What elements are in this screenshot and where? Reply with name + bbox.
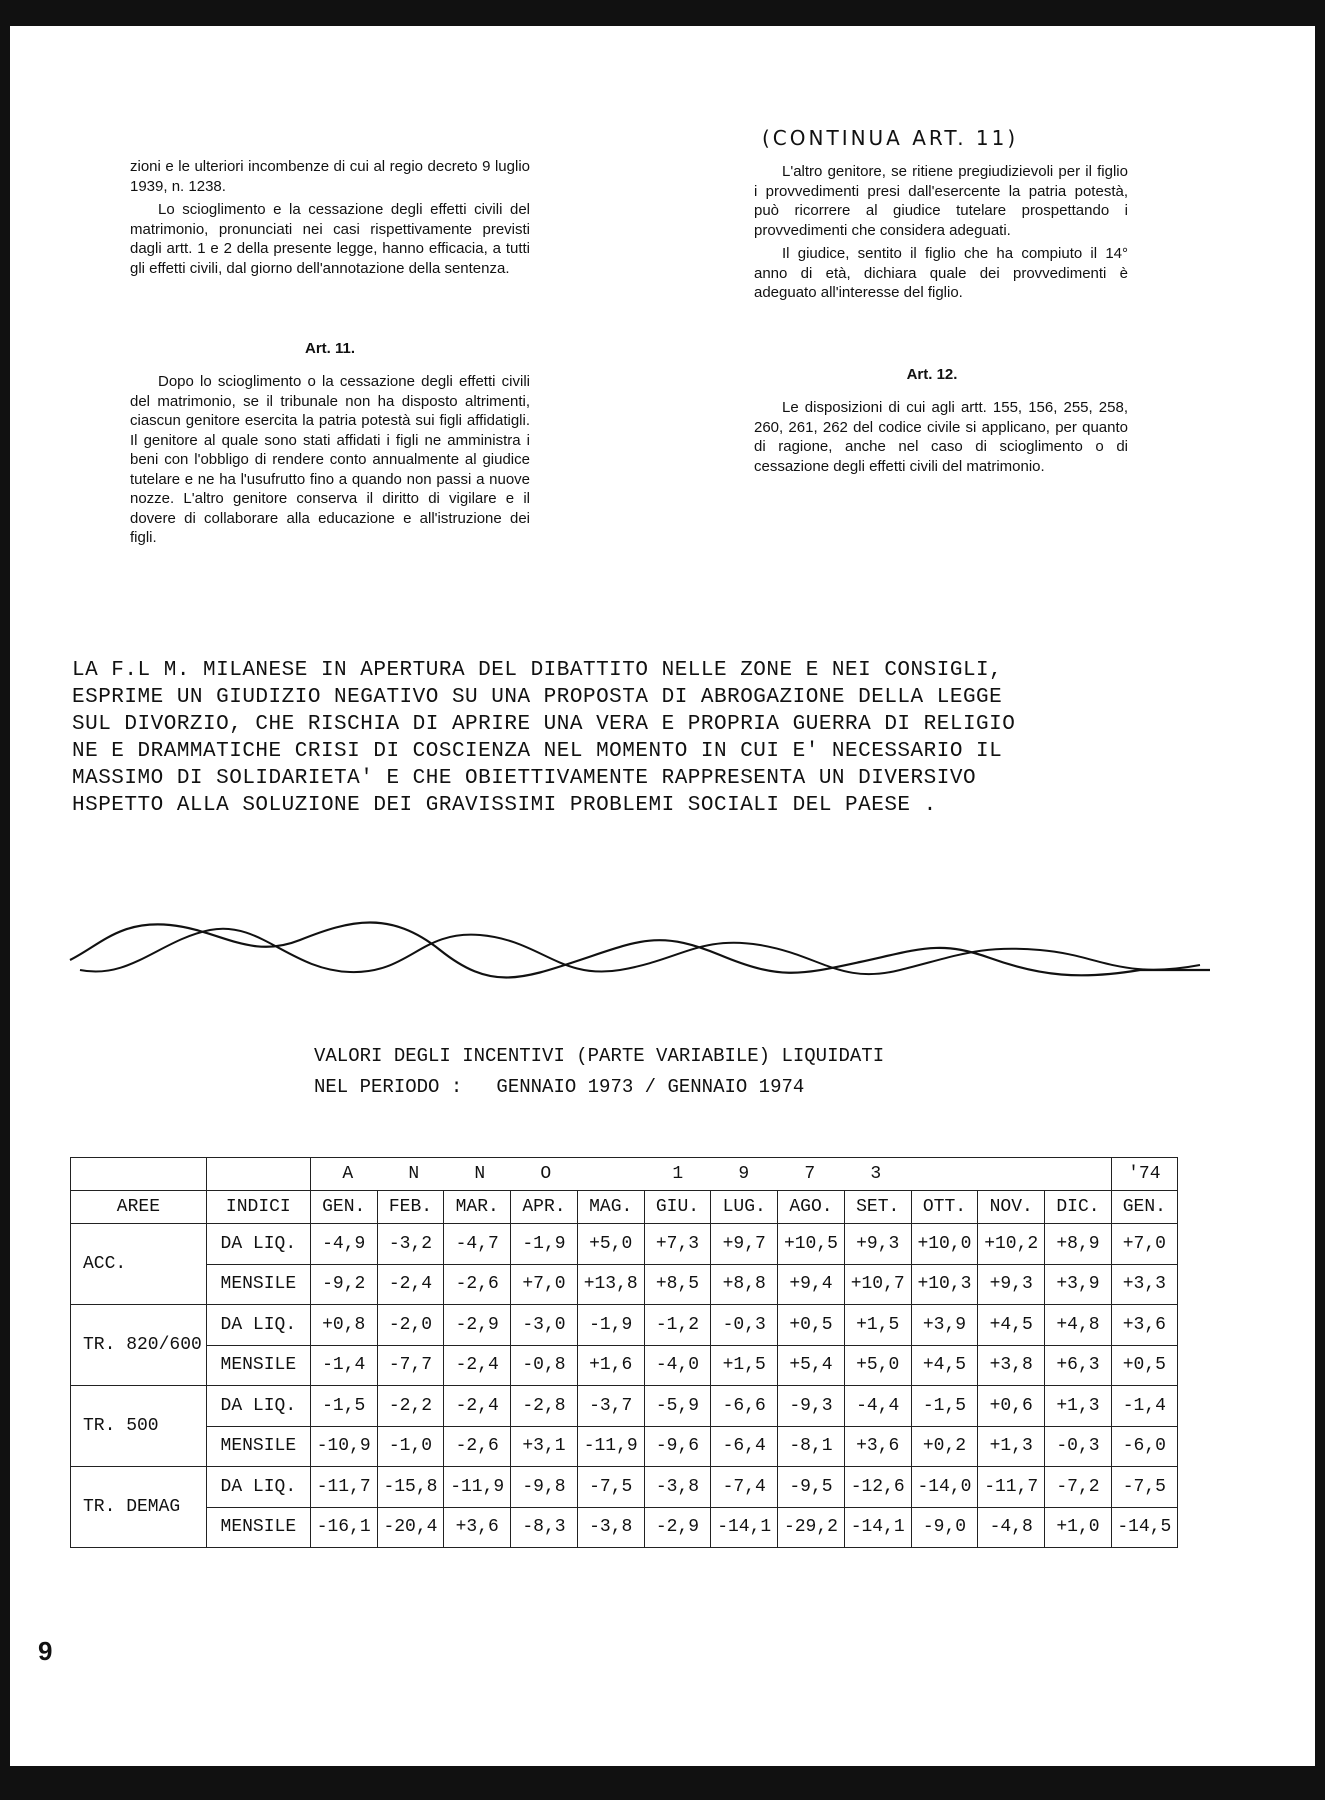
table-row	[71, 1224, 1178, 1265]
area-cell: TR. 500	[71, 1386, 207, 1467]
column-header: MAG.	[577, 1191, 644, 1224]
statement-line: SUL DIVORZIO, CHE RISCHIA DI APRIRE UNA VERA E PROPRIA GUERRA DI RELIGIO	[72, 713, 1016, 736]
value-cell: +13,8	[577, 1264, 644, 1305]
year-74-cell: '74	[1111, 1158, 1177, 1191]
handwritten-note: (CONTINUA ART. 11)	[762, 126, 1019, 150]
table-row	[71, 1264, 1178, 1305]
value-cell: -4,7	[444, 1224, 511, 1265]
anno-letter: N	[408, 1164, 420, 1184]
value-cell: -9,8	[511, 1467, 578, 1508]
value-cell: -9,3	[778, 1386, 845, 1427]
value-cell: -11,9	[577, 1426, 644, 1467]
value-cell: -0,3	[711, 1305, 778, 1346]
value-cell: -8,3	[511, 1507, 578, 1548]
value-cell: -9,0	[911, 1507, 978, 1548]
value-cell: +5,4	[778, 1345, 845, 1386]
value-cell: +4,5	[978, 1305, 1045, 1346]
value-cell: -1,5	[310, 1386, 377, 1427]
value-cell: +8,8	[711, 1264, 778, 1305]
indice-cell: DA LIQ.	[206, 1224, 310, 1265]
table-row	[71, 1467, 1178, 1508]
value-cell: -11,9	[444, 1467, 511, 1508]
value-cell: +8,9	[1045, 1224, 1112, 1265]
value-cell: +1,3	[1045, 1386, 1112, 1427]
value-cell: -14,1	[711, 1507, 778, 1548]
value-cell: +7,0	[511, 1264, 578, 1305]
anno-letter: O	[540, 1164, 552, 1184]
value-cell: +0,2	[911, 1426, 978, 1467]
page-number: 9	[38, 1636, 53, 1666]
value-cell: +1,5	[844, 1305, 911, 1346]
value-cell: -29,2	[778, 1507, 845, 1548]
value-cell: +4,8	[1045, 1305, 1112, 1346]
value-cell: +7,3	[644, 1224, 711, 1265]
value-cell: -4,9	[310, 1224, 377, 1265]
column-header: GEN.	[310, 1191, 377, 1224]
anno-letter: 3	[870, 1164, 882, 1184]
value-cell: +1,5	[711, 1345, 778, 1386]
art-11-heading: Art. 11.	[304, 340, 356, 357]
table-row	[71, 1386, 1178, 1427]
right-paragraph-2: Il giudice, sentito il figlio che ha compiuto il 14° anno di età, dichiara quale dei provvedimenti è adeguato all'interesse del figlio.	[754, 245, 1128, 301]
anno-cell	[310, 1158, 1111, 1191]
art-12-body: Le disposizioni di cui agli artt. 155, 156, 255, 258, 260, 261, 262 del codice civile si applicano, per quanto di ragione, anche nel caso di scioglimento o di cessazione degli effetti civili del matrimonio.	[754, 399, 1128, 475]
statement-line: LA F.L M. MILANESE IN APERTURA DEL DIBATTITO NELLE ZONE E NEI CONSIGLI,	[72, 659, 1003, 682]
area-cell: ACC.	[71, 1224, 207, 1305]
statement-line: HSPETTO ALLA SOLUZIONE DEI GRAVISSIMI PROBLEMI SOCIALI DEL PAESE .	[72, 794, 937, 817]
value-cell: +3,8	[978, 1345, 1045, 1386]
value-cell: -12,6	[844, 1467, 911, 1508]
scan-border-right	[1315, 0, 1325, 1800]
value-cell: +4,5	[911, 1345, 978, 1386]
value-cell: -7,4	[711, 1467, 778, 1508]
right-column	[754, 162, 1128, 303]
value-cell: -0,8	[511, 1345, 578, 1386]
indice-cell: MENSILE	[206, 1507, 310, 1548]
value-cell: -20,4	[377, 1507, 444, 1548]
value-cell: +3,1	[511, 1426, 578, 1467]
value-cell: -0,3	[1045, 1426, 1112, 1467]
indice-cell: DA LIQ.	[206, 1467, 310, 1508]
column-header: NOV.	[978, 1191, 1045, 1224]
value-cell: -1,9	[577, 1305, 644, 1346]
value-cell: +1,0	[1045, 1507, 1112, 1548]
art-11-body: Dopo lo scioglimento o la cessazione degli effetti civili del matrimonio, se il tribunale non ha disposto altrimenti, ciascun genitore esercita la patria potestà sui figli affidatigli. Il genitore al quale sono stati affidati i figli ne amministra i beni con l'obbligo di rendere conto annualmente al giudice tutelare e ne ha l'usufrutto fino a quando non passi a nuove nozze. L'altro genitore conserva il diritto di vigilare e il dovere di collaborare alla educazione e all'istruzione dei figli.	[130, 373, 530, 546]
value-cell: -3,7	[577, 1386, 644, 1427]
value-cell: -1,9	[511, 1224, 578, 1265]
column-header: FEB.	[377, 1191, 444, 1224]
value-cell: -2,6	[444, 1264, 511, 1305]
value-cell: +0,5	[1111, 1345, 1177, 1386]
value-cell: +1,6	[577, 1345, 644, 1386]
value-cell: -2,2	[377, 1386, 444, 1427]
indice-cell: DA LIQ.	[206, 1305, 310, 1346]
value-cell: -9,2	[310, 1264, 377, 1305]
column-header: SET.	[844, 1191, 911, 1224]
value-cell: -3,2	[377, 1224, 444, 1265]
area-cell: TR. DEMAG	[71, 1467, 207, 1548]
column-header: LUG.	[711, 1191, 778, 1224]
value-cell: +9,4	[778, 1264, 845, 1305]
value-cell: -2,9	[644, 1507, 711, 1548]
value-cell: -3,8	[644, 1467, 711, 1508]
scan-border-left	[0, 0, 10, 1800]
value-cell: -5,9	[644, 1386, 711, 1427]
value-cell: +10,3	[911, 1264, 978, 1305]
value-cell: -14,5	[1111, 1507, 1177, 1548]
statement-line: NE E DRAMMATICHE CRISI DI COSCIENZA NEL MOMENTO IN CUI E' NECESSARIO IL	[72, 740, 1003, 763]
indice-cell: MENSILE	[206, 1426, 310, 1467]
value-cell: -14,0	[911, 1467, 978, 1508]
value-cell: -1,2	[644, 1305, 711, 1346]
value-cell: +3,3	[1111, 1264, 1177, 1305]
value-cell: -7,7	[377, 1345, 444, 1386]
value-cell: +10,0	[911, 1224, 978, 1265]
table-row	[71, 1345, 1178, 1386]
value-cell: -1,4	[310, 1345, 377, 1386]
decorative-waves	[60, 900, 1220, 1010]
value-cell: -4,0	[644, 1345, 711, 1386]
table-year-row	[71, 1158, 1178, 1191]
table-row	[71, 1305, 1178, 1346]
value-cell: -2,4	[444, 1345, 511, 1386]
value-cell: +5,0	[844, 1345, 911, 1386]
column-header: GEN.	[1111, 1191, 1177, 1224]
value-cell: -14,1	[844, 1507, 911, 1548]
value-cell: -7,5	[1111, 1467, 1177, 1508]
table-title-line-2: NEL PERIODO : GENNAIO 1973 / GENNAIO 1974	[314, 1076, 805, 1098]
value-cell: -7,5	[577, 1467, 644, 1508]
value-cell: -2,6	[444, 1426, 511, 1467]
value-cell: -6,0	[1111, 1426, 1177, 1467]
value-cell: -8,1	[778, 1426, 845, 1467]
column-header: APR.	[511, 1191, 578, 1224]
table-row	[71, 1426, 1178, 1467]
right-paragraph-1: L'altro genitore, se ritiene pregiudizievoli per il figlio i provvedimenti presi dall'esercente la patria potestà, può ricorrere al giudice tutelare prospettando i provvedimenti che considera adeguati.	[754, 163, 1128, 239]
value-cell: +9,7	[711, 1224, 778, 1265]
value-cell: -2,9	[444, 1305, 511, 1346]
value-cell: +0,8	[310, 1305, 377, 1346]
value-cell: +10,7	[844, 1264, 911, 1305]
value-cell: -4,4	[844, 1386, 911, 1427]
blank-cell	[206, 1158, 310, 1191]
art-12-text	[754, 398, 1128, 476]
value-cell: -11,7	[310, 1467, 377, 1508]
art-12-heading: Art. 12.	[906, 366, 958, 383]
value-cell: -1,0	[377, 1426, 444, 1467]
left-paragraph-1: zioni e le ulteriori incombenze di cui al regio decreto 9 luglio 1939, n. 1238.	[130, 158, 530, 195]
indice-cell: MENSILE	[206, 1345, 310, 1386]
indice-cell: MENSILE	[206, 1264, 310, 1305]
value-cell: -1,4	[1111, 1386, 1177, 1427]
value-cell: +9,3	[844, 1224, 911, 1265]
value-cell: -15,8	[377, 1467, 444, 1508]
value-cell: +6,3	[1045, 1345, 1112, 1386]
anno-letter: N	[474, 1164, 486, 1184]
value-cell: -10,9	[310, 1426, 377, 1467]
scan-border-top	[0, 0, 1325, 26]
value-cell: -2,4	[377, 1264, 444, 1305]
value-cell: +7,0	[1111, 1224, 1177, 1265]
value-cell: +5,0	[577, 1224, 644, 1265]
anno-letter: 7	[804, 1164, 816, 1184]
column-header: GIU.	[644, 1191, 711, 1224]
column-header: DIC.	[1045, 1191, 1112, 1224]
anno-letter: 9	[738, 1164, 750, 1184]
value-cell: +10,5	[778, 1224, 845, 1265]
value-cell: +10,2	[978, 1224, 1045, 1265]
column-header: INDICI	[206, 1191, 310, 1224]
value-cell: -2,4	[444, 1386, 511, 1427]
value-cell: -3,0	[511, 1305, 578, 1346]
value-cell: +8,5	[644, 1264, 711, 1305]
value-cell: +3,9	[911, 1305, 978, 1346]
value-cell: -1,5	[911, 1386, 978, 1427]
anno-letter: 1	[672, 1164, 684, 1184]
left-paragraph-2: Lo scioglimento e la cessazione degli effetti civili del matrimonio, pronunciati nei casi rispettivamente previsti dagli artt. 1 e 2 della presente legge, hanno efficacia, a tutti gli effetti civili, dal giorno dell'annotazione della sentenza.	[130, 201, 530, 277]
value-cell: -9,6	[644, 1426, 711, 1467]
column-header: AGO.	[778, 1191, 845, 1224]
area-cell: TR. 820/600	[71, 1305, 207, 1386]
left-column	[130, 157, 530, 278]
value-cell: +9,3	[978, 1264, 1045, 1305]
value-cell: -6,4	[711, 1426, 778, 1467]
incentives-table	[70, 1157, 1178, 1548]
blank-cell	[71, 1158, 207, 1191]
column-header: MAR.	[444, 1191, 511, 1224]
value-cell: -3,8	[577, 1507, 644, 1548]
column-header: AREE	[71, 1191, 207, 1224]
value-cell: -4,8	[978, 1507, 1045, 1548]
statement-line: MASSIMO DI SOLIDARIETA' E CHE OBIETTIVAMENTE RAPPRESENTA UN DIVERSIVO	[72, 767, 977, 790]
value-cell: +0,6	[978, 1386, 1045, 1427]
value-cell: -2,8	[511, 1386, 578, 1427]
value-cell: +0,5	[778, 1305, 845, 1346]
column-header: OTT.	[911, 1191, 978, 1224]
value-cell: -16,1	[310, 1507, 377, 1548]
table-header-row	[71, 1191, 1178, 1224]
value-cell: -9,5	[778, 1467, 845, 1508]
value-cell: +1,3	[978, 1426, 1045, 1467]
value-cell: -2,0	[377, 1305, 444, 1346]
scan-border-bottom	[0, 1766, 1325, 1800]
value-cell: -7,2	[1045, 1467, 1112, 1508]
table-title-line-1: VALORI DEGLI INCENTIVI (PARTE VARIABILE) LIQUIDATI	[314, 1045, 885, 1067]
indice-cell: DA LIQ.	[206, 1386, 310, 1427]
value-cell: -11,7	[978, 1467, 1045, 1508]
value-cell: +3,9	[1045, 1264, 1112, 1305]
statement-line: ESPRIME UN GIUDIZIO NEGATIVO SU UNA PROPOSTA DI ABROGAZIONE DELLA LEGGE	[72, 686, 1003, 709]
value-cell: -6,6	[711, 1386, 778, 1427]
value-cell: +3,6	[844, 1426, 911, 1467]
value-cell: +3,6	[444, 1507, 511, 1548]
anno-letter: A	[342, 1164, 354, 1184]
value-cell: +3,6	[1111, 1305, 1177, 1346]
art-11-text	[130, 372, 530, 548]
table-row	[71, 1507, 1178, 1548]
